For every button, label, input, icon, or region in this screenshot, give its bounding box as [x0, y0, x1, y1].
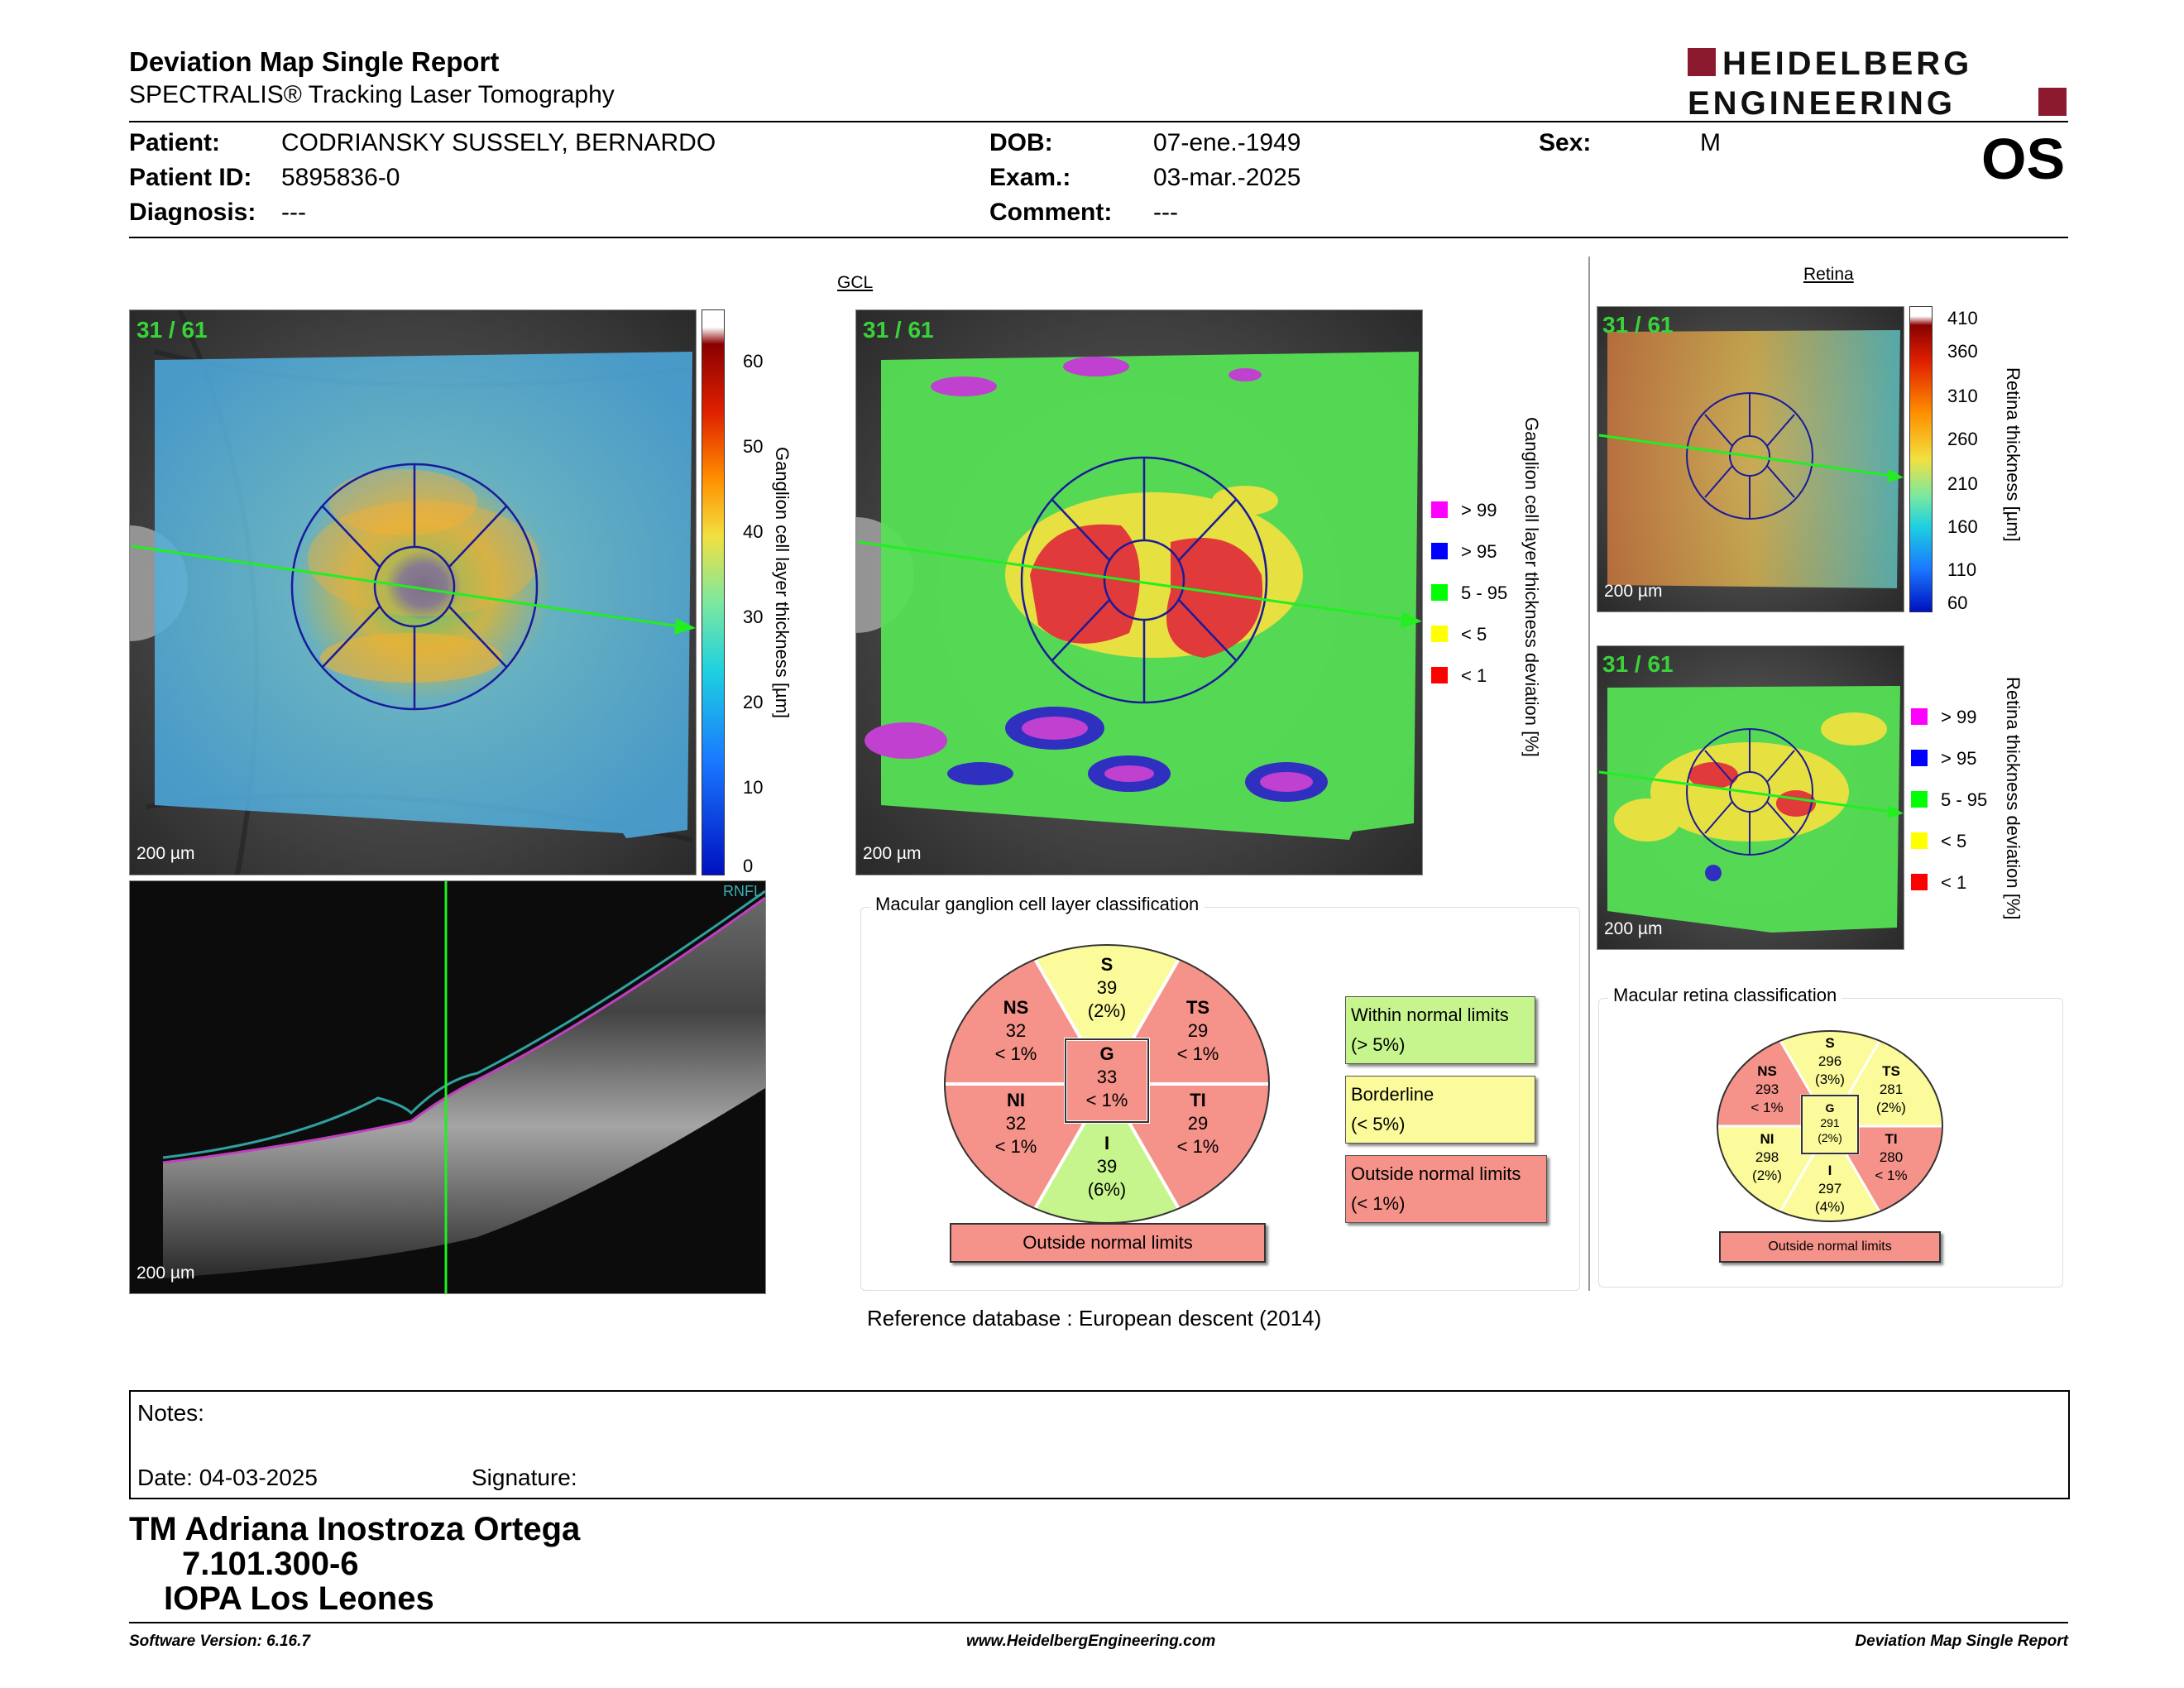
- gcl-sector-ns-text: NS 32 < 1%: [994, 997, 1037, 1064]
- retina-sector-g-text: G 291 (2%): [1818, 1101, 1842, 1144]
- gcl-sector-ts-text: TS 29 < 1%: [1176, 997, 1219, 1064]
- retina-legend-gt99: > 99: [1941, 707, 1977, 727]
- gcl-legend-gt95: > 95: [1461, 541, 1497, 562]
- gcl-legend-lt1: < 1: [1461, 665, 1487, 686]
- signature-name: TM Adriana Inostroza Ortega: [129, 1511, 581, 1547]
- heidelberg-logo: [1688, 45, 2068, 119]
- retina-legend-swatch-gt99: [1911, 708, 1928, 725]
- footer-website[interactable]: www.HeidelbergEngineering.com: [966, 1633, 1216, 1650]
- gcl-tick-50: 50: [743, 436, 764, 457]
- signature-rut: 7.101.300-6: [182, 1546, 359, 1582]
- gcl-section-title: GCL: [837, 273, 874, 292]
- gcl-legend-swatch-lt1: [1431, 667, 1448, 683]
- patient-label: Patient:: [129, 129, 221, 156]
- retina-sector-ti-text: TI 280 < 1%: [1875, 1131, 1908, 1183]
- diagnosis-label: Diagnosis:: [129, 199, 256, 226]
- gcl-sector-s-text: S 39 (2%): [1087, 954, 1127, 1021]
- retina-result-box: Outside normal limits: [1719, 1231, 1941, 1263]
- retina-legend-lt1: < 1: [1941, 872, 1967, 893]
- gcl-sector-g-text: G 33 < 1%: [1085, 1043, 1128, 1110]
- oct-bscan: [129, 880, 766, 1294]
- gcl-tick-20: 20: [743, 692, 764, 712]
- sex-value: M: [1700, 129, 1721, 156]
- signature-clinic: IOPA Los Leones: [164, 1580, 434, 1617]
- gcl-deviation-scalebar: 200 µm: [863, 844, 922, 863]
- retina-deviation-map: [1597, 645, 1904, 950]
- report-title: Deviation Map Single Report: [129, 46, 500, 77]
- retina-tick-60: 60: [1947, 592, 1968, 613]
- gcl-thickness-scalebar: 200 µm: [136, 844, 195, 863]
- patient-name: CODRIANSKY SUSSELY, BERNARDO: [281, 129, 716, 156]
- eye-label: OS: [1981, 127, 2066, 191]
- retina-legend-5-95: 5 - 95: [1941, 789, 1988, 810]
- sex-label: Sex:: [1539, 129, 1592, 156]
- retina-thickness-scalebar: 200 µm: [1604, 582, 1663, 601]
- retina-legend-gt95: > 95: [1941, 748, 1977, 769]
- patient-id-label: Patient ID:: [129, 164, 252, 191]
- patient-rule: [129, 237, 2068, 238]
- retina-tick-410: 410: [1947, 308, 1978, 328]
- retina-legend-swatch-lt5: [1911, 832, 1928, 849]
- gcl-sector-ti-text: TI 29 < 1%: [1176, 1090, 1219, 1157]
- retina-tick-160: 160: [1947, 516, 1978, 537]
- gcl-tick-0: 0: [743, 856, 754, 876]
- retina-legend-swatch-gt95: [1911, 750, 1928, 766]
- notes-box[interactable]: [129, 1390, 2070, 1499]
- bscan-scalebar: 200 µm: [136, 1264, 195, 1283]
- gcl-tick-60: 60: [743, 351, 764, 372]
- retina-legend-swatch-lt1: [1911, 874, 1928, 890]
- reference-database: Reference database : European descent (2014): [867, 1306, 1322, 1331]
- retina-tick-260: 260: [1947, 429, 1978, 449]
- retina-sector-ni-text: NI 298 (2%): [1752, 1131, 1782, 1183]
- gcl-legend-gt99: > 99: [1461, 500, 1497, 520]
- gcl-colorbar-label: Ganglion cell layer thickness [µm]: [772, 447, 793, 719]
- gcl-thickness-map: [129, 309, 697, 875]
- retina-thickness-counter: 31 / 61: [1602, 312, 1674, 338]
- logo-line1: HEIDELBERG: [1722, 46, 1973, 82]
- gcl-legend-5-95: 5 - 95: [1461, 583, 1508, 603]
- gcl-sector-ni-text: NI 32 < 1%: [994, 1090, 1037, 1157]
- gcl-deviation-map: [855, 309, 1423, 875]
- report-subtitle: SPECTRALIS® Tracking Laser Tomography: [129, 81, 615, 108]
- retina-tick-110: 110: [1947, 559, 1977, 580]
- retina-colorbar-label: Retina thickness [µm]: [2003, 367, 2024, 542]
- footer-report-name: Deviation Map Single Report: [1855, 1633, 2068, 1650]
- bscan-layer-tag: RNFL: [722, 883, 762, 899]
- retina-sector-i-text: I 297 (4%): [1815, 1163, 1845, 1215]
- gcl-legend-swatch-5-95: [1431, 584, 1448, 601]
- retina-tick-360: 360: [1947, 341, 1978, 362]
- retina-section-title: Retina: [1803, 265, 1854, 284]
- retina-colorbar: [1909, 306, 1933, 612]
- comment-value: ---: [1153, 199, 1178, 226]
- gcl-thickness-counter: 31 / 61: [136, 317, 208, 343]
- retina-classification-title: Macular retina classification: [1608, 985, 1842, 1006]
- gcl-tick-30: 30: [743, 607, 764, 627]
- retina-legend-lt5: < 5: [1941, 831, 1967, 851]
- section-divider: [1588, 257, 1590, 1291]
- gcl-sector-i-text: I 39 (6%): [1087, 1133, 1127, 1200]
- legend-borderline: Borderline (< 5%): [1345, 1076, 1535, 1144]
- gcl-deviation-counter: 31 / 61: [863, 317, 934, 343]
- header-rule: [129, 121, 2068, 122]
- diagnosis-value: ---: [281, 199, 306, 226]
- retina-deviation-label: Retina thickness deviation [%]: [2003, 677, 2024, 920]
- gcl-deviation-label: Ganglion cell layer thickness deviation [%]: [1521, 417, 1542, 757]
- exam-label: Exam.:: [989, 164, 1071, 191]
- retina-sector-s-text: S 296 (3%): [1815, 1035, 1845, 1087]
- patient-id: 5895836-0: [281, 164, 400, 191]
- gcl-tick-10: 10: [743, 777, 764, 798]
- retina-tick-310: 310: [1947, 386, 1978, 406]
- retina-legend-swatch-5-95: [1911, 791, 1928, 808]
- retina-thickness-map: [1597, 306, 1904, 612]
- retina-deviation-scalebar: 200 µm: [1604, 919, 1663, 938]
- notes-label: Notes:: [137, 1400, 204, 1426]
- retina-tick-210: 210: [1947, 473, 1978, 494]
- dob-value: 07-ene.-1949: [1153, 129, 1301, 156]
- footer-rule: [129, 1622, 2068, 1623]
- legend-outside-normal: Outside normal limits (< 1%): [1345, 1155, 1547, 1223]
- retina-sector-ns-text: NS 293 < 1%: [1751, 1063, 1784, 1115]
- gcl-legend-lt5: < 5: [1461, 624, 1487, 645]
- gcl-colorbar: [702, 309, 725, 875]
- legend-within-normal: Within normal limits (> 5%): [1345, 996, 1535, 1064]
- gcl-tick-40: 40: [743, 521, 764, 542]
- gcl-legend-swatch-gt95: [1431, 543, 1448, 559]
- gcl-legend-swatch-gt99: [1431, 501, 1448, 518]
- footer-software-version: Software Version: 6.16.7: [129, 1633, 310, 1650]
- retina-deviation-counter: 31 / 61: [1602, 651, 1674, 677]
- logo-line2: ENGINEERING: [1688, 85, 1956, 119]
- retina-sector-ts-text: TS 281 (2%): [1876, 1063, 1906, 1115]
- dob-label: DOB:: [989, 129, 1053, 156]
- gcl-classification-title: Macular ganglion cell layer classification: [870, 894, 1204, 915]
- date-label: Date: 04-03-2025: [137, 1465, 318, 1490]
- signature-label: Signature:: [472, 1465, 577, 1490]
- exam-value: 03-mar.-2025: [1153, 164, 1301, 191]
- gcl-legend-swatch-lt5: [1431, 626, 1448, 642]
- gcl-result-box: Outside normal limits: [950, 1223, 1266, 1263]
- comment-label: Comment:: [989, 199, 1113, 226]
